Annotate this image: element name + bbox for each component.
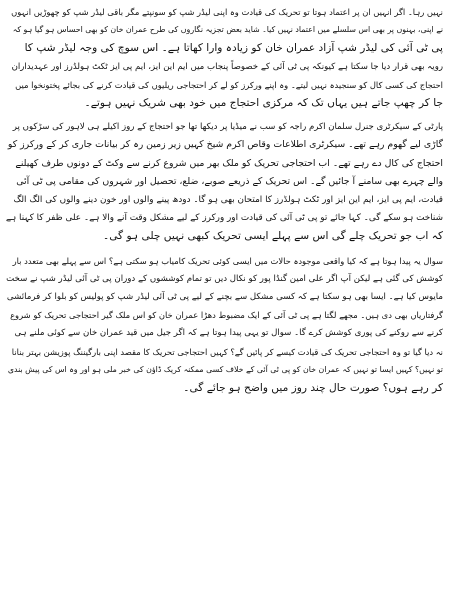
text-line: تو نہیں؟ کہیں ایسا تو نہیں کہ عمران خان کو پی ٹی آئی کے خلاف کسی ممکنہ کریک ڈاؤن کی خبر ملی ہو اور وہ اس کی پیش بندی	[7, 364, 443, 374]
text-line: سوال یہ پیدا ہوتا ہے کہ کیا واقعی موجودہ حالات میں ایسی کوئی تحریک کامیاب ہو سکتی ہے؟ اس سے پہلے بھی متعدد بار	[12, 255, 443, 266]
text-line: گاڑی لیے گھوم رہے تھے۔ سیکرٹری اطلاعات وقاص اکرم شیخ کہیں زیر زمین رہ کر بیانات جاری کر کے ورکرز کو	[7, 139, 443, 151]
text-line: کر رہے ہوں؟ صورت حال چند روز میں واضح ہو جائے گی۔	[183, 382, 443, 395]
article-paragraph-1	[6, 3, 443, 112]
text-line: کوشش کی گئی ہے لیکن آپ اگر علی امین گنڈا پور کو نکال دیں تو تمام کوششوں کے دوران پی ٹی آئی لیڈر شپ نے سخت	[6, 273, 443, 284]
text-line: گرفتاریاں بھی دی ہیں۔ مجھے لگتا ہے پی ٹی آئی کے ایک مضبوط دھڑا عمران خان کو اس ملک گیر احتجاجی تحریک کو شروع	[10, 310, 443, 321]
text-line: والے چہرے بھی سامنے آ جائیں گے۔ اس تحریک کے ذریعے صوبے، ضلع، تحصیل اور شہروں کی مقامی پی ٹی آئی	[16, 175, 443, 187]
text-line: کہ اب جو تحریک چلے گی اس سے پہلے ایسی تحریک کبھی نہیں چلی ہو گی۔	[103, 230, 443, 243]
text-line: احتجاج کی کال دے رہے تھے۔ اب احتجاجی تحریک کو ملک بھر میں شروع کرنے سے وکٹ کے دونوں طرف کھیلنے	[15, 157, 443, 169]
text-line: احتجاج کی کسی کال کو سنجیدہ نہیں لیتے۔ وہ اپنے ورکرز کو لے کر احتجاجی ریلیوں کی قیادت کرنے کی بجائے پختونخوا میں	[15, 79, 443, 90]
text-line: مایوس کیا ہے۔ ایسا بھی ہو سکتا ہے کہ کسی مشکل سے بچنے کے لیے پی ٹی آئی لیڈر شپ کو پولیس کو بلوا کر فرمائشی	[6, 292, 443, 303]
text-line: پی ٹی آئی کی لیڈر شپ آزاد عمران خان کو زیادہ وارا کھاتا ہے۔ اس سوچ کی وجہ لیڈر شپ کا	[24, 42, 443, 55]
article-paragraph-2	[6, 118, 443, 245]
text-line: رویہ بھی قرار دیا جا سکتا ہے کیونکہ پی ٹی آئی کے خصوصاً پنجاب میں ایم این ایز، ایم پی ایز ٹکٹ ہولڈرز اور عہدیداران	[11, 61, 443, 72]
text-line: نہیں رہا۔ اگر انہیں ان پر اعتماد ہوتا تو تحریک کی قیادت وہ اپنی لیڈر شپ کو سونپتے مگر باقی لیڈر شپ کو چھوڑیں انہوں	[11, 7, 443, 17]
text-line: نہ دیا گیا تو وہ احتجاجی تحریک کی قیادت کیسے کر پائیں گے؟ کہیں احتجاجی تحریک کا مقصد اپنی بارگیننگ پوزیشن بہتر بنانا	[11, 346, 443, 357]
text-line: پارٹی کے سیکرٹری جنرل سلمان اکرم راجہ کو سب نے میڈیا پر دیکھا تھا جو احتجاج کے روز اکیلے ہی لاہور کی سڑکوں پر	[12, 122, 443, 133]
article-paragraph-3	[6, 252, 443, 398]
text-line: کرنے سے روکنے کی پوری کوشش کرے گا۔ سوال تو یہی پیدا ہوتا ہے کہ اگر جیل میں قید عمران خان سے کوئی ملنے ہی	[14, 328, 443, 339]
text-line: نے اپنی، بہنوں پر بھی اس سلسلے میں اعتماد نہیں کیا۔ شاید بعض تجزیہ نگاروں کی طرح عمران خان کو بھی احساس ہو گیا ہو کہ	[12, 25, 443, 35]
text-line: شناخت ہو سکے گی۔ کہا جائے تو پی ٹی آئی کی قیادت اور ورکرز کے لیے مشکل وقت آنے والا ہے۔ علی ظفر کا کہنا ہے	[6, 213, 443, 224]
text-line: قیادت، ایم پی ایز، ایم این ایز اور ٹکٹ ہولڈرز کا امتحان بھی ہو گا۔ دودھ پینے والوں اور خون دینے والوں کی الگ الگ	[13, 195, 443, 206]
text-line: جا کر چھپ جاتے ہیں یہاں تک کہ مرکزی احتجاج میں خود بھی شریک نہیں ہوتے۔	[84, 97, 443, 110]
